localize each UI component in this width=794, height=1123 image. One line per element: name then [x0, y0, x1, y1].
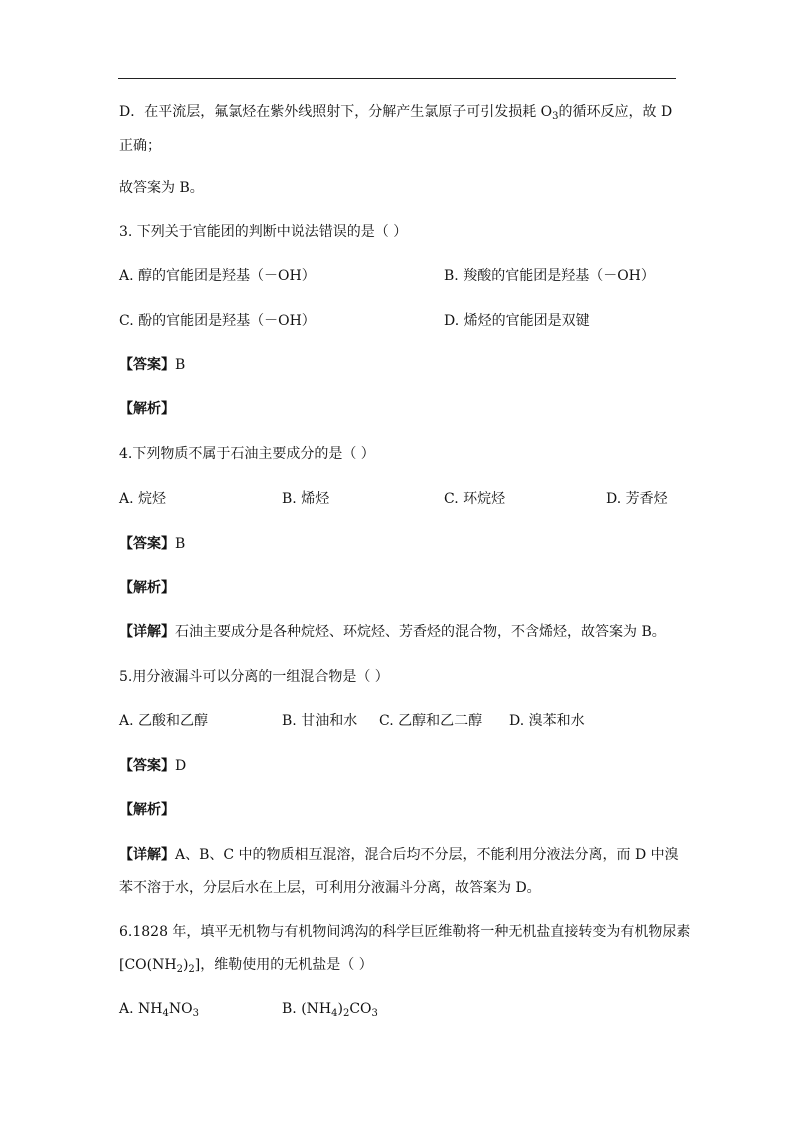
- formula-part: ]，维勒使用的无机盐是（ ）: [194, 957, 373, 973]
- q6-stem-line2: [119, 955, 373, 975]
- q3-option-a: A. 醇的官能团是羟基（－OH）: [119, 268, 316, 284]
- q6-stem-line1: 6.1828 年，填平无机物与有机物间鸿沟的科学巨匠维勒将一种无机盐直接转变为有机物尿素: [119, 924, 691, 940]
- q3-option-c: C. 酚的官能团是羟基（－OH）: [119, 313, 316, 329]
- header-rule: [118, 78, 676, 79]
- formula-part: B. (NH: [282, 1001, 332, 1017]
- q3-option-d: D. 烯烃的官能团是双键: [444, 313, 590, 329]
- detail-label: 【详解】: [119, 624, 175, 640]
- formula-part: ): [337, 1001, 343, 1017]
- q4-detail: [119, 622, 666, 642]
- q5-stem: 5.用分液漏斗可以分离的一组混合物是（ ）: [119, 669, 389, 685]
- q2-conclusion: 故答案为 B。: [119, 180, 204, 196]
- subscript: 3: [371, 1008, 378, 1019]
- q5-detail-line1: [119, 845, 679, 865]
- q4-option-a: A. 烷烃: [119, 491, 167, 507]
- q4-analysis-label: 【解析】: [119, 580, 175, 596]
- formula-part: A. NH: [119, 1001, 163, 1017]
- subscript: 3: [552, 111, 559, 122]
- q4-answer: [119, 534, 185, 554]
- q3-answer: [119, 355, 185, 375]
- answer-label: 【答案】: [119, 758, 175, 774]
- subscript: 2: [176, 964, 183, 975]
- q5-option-b: B. 甘油和水: [282, 713, 358, 729]
- subscript: 4: [162, 1008, 169, 1019]
- q6-option-b: [282, 999, 378, 1019]
- detail-text: 石油主要成分是各种烷烃、环烷烃、芳香烃的混合物，不含烯烃，故答案为 B。: [175, 624, 666, 640]
- q5-option-a: A. 乙酸和乙醇: [119, 713, 209, 729]
- q6-option-a: [119, 999, 199, 1019]
- answer-value: D: [175, 758, 187, 774]
- q4-option-b: B. 烯烃: [282, 491, 330, 507]
- subscript: 4: [331, 1008, 338, 1019]
- q3-stem: 3. 下列关于官能团的判断中说法错误的是（ ）: [119, 224, 408, 240]
- answer-label: 【答案】: [119, 357, 175, 373]
- q2-option-d-line2: 正确；: [119, 138, 161, 154]
- subscript: 3: [192, 1008, 199, 1019]
- q4-stem: 4.下列物质不属于石油主要成分的是（ ）: [119, 446, 375, 462]
- q2-text: D．在平流层，氟氯烃在紫外线照射下，分解产生氯原子可引发损耗 O: [119, 104, 553, 120]
- q5-detail-line2: 苯不溶于水，分层后水在上层，可利用分液漏斗分离，故答案为 D。: [119, 880, 541, 896]
- answer-label: 【答案】: [119, 536, 175, 552]
- q5-option-d: D. 溴苯和水: [509, 713, 585, 729]
- subscript: 2: [188, 964, 195, 975]
- q5-answer: [119, 756, 186, 776]
- q3-option-b: B. 羧酸的官能团是羟基（－OH）: [444, 268, 655, 284]
- q3-analysis-label: 【解析】: [119, 401, 175, 417]
- answer-value: B: [175, 536, 186, 552]
- q4-option-d: D. 芳香烃: [606, 491, 668, 507]
- q4-option-c: C. 环烷烃: [444, 491, 506, 507]
- q5-option-c: C. 乙醇和乙二醇: [379, 713, 483, 729]
- answer-value: B: [175, 357, 186, 373]
- formula-part: ): [182, 957, 189, 973]
- formula-part: [CO(NH: [119, 957, 177, 973]
- formula-part: NO: [168, 1001, 193, 1017]
- q5-analysis-label: 【解析】: [119, 802, 175, 818]
- q2-option-d-line1: [119, 102, 672, 122]
- q2-text-end: 的循环反应，故 D: [558, 104, 673, 120]
- formula-part: CO: [349, 1001, 372, 1017]
- subscript: 2: [342, 1008, 350, 1019]
- detail-text: A、B、C 中的物质相互混溶，混合后均不分层，不能利用分液法分离，而 D 中溴: [175, 847, 679, 863]
- detail-label: 【详解】: [119, 847, 175, 863]
